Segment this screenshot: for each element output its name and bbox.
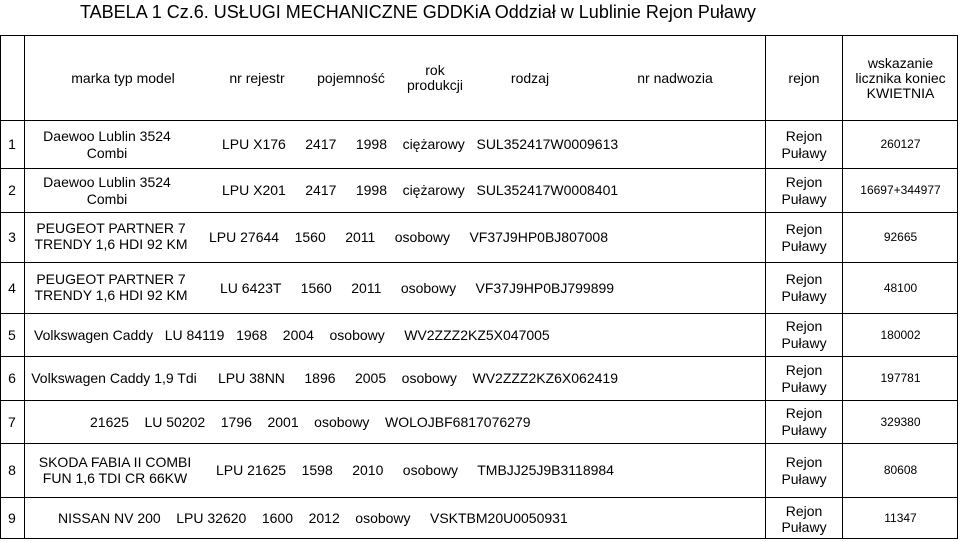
header-nadwozia: nr nadwozia: [637, 69, 713, 86]
vehicle-details: NISSAN NV 200 LPU 32620 1600 2012 osobowy VSKTBM20U0050931: [58, 510, 568, 526]
row-number: 9: [8, 510, 16, 526]
odometer-reading: 16697+344977: [860, 183, 941, 197]
odometer-reading: 260127: [880, 137, 921, 151]
odometer-reading: 11347: [884, 511, 917, 525]
vehicle-details: 21625 LU 50202 1796 2001 osobowy WOLOJBF6817076279: [90, 413, 531, 430]
row-number: 6: [8, 370, 16, 386]
odometer-reading: 329380: [880, 414, 921, 429]
row-number: 7: [8, 413, 16, 430]
vehicle-model: PEUGEOT PARTNER 7 TRENDY 1,6 HDI 92 KM: [34, 220, 188, 252]
vehicle-rejon: Rejon Puławy: [781, 220, 827, 254]
vehicle-details: LPU X201 2417 1998 ciężarowy SUL352417W0008401: [222, 182, 619, 198]
header-rejon: rejon: [788, 69, 820, 86]
vehicle-details: LU 6423T 1560 2011 osobowy VF37J9HP0BJ799899: [220, 279, 615, 296]
row-number: 2: [8, 182, 16, 198]
vehicle-rejon: Rejon Puławy: [781, 361, 827, 395]
header-marka: marka typ model: [71, 69, 175, 86]
header-pojemnosc: pojemność: [317, 69, 385, 86]
row-number: 1: [8, 136, 16, 152]
vehicle-details: LPU X176 2417 1998 ciężarowy SUL352417W0009613: [222, 136, 619, 152]
vehicle-model: SKODA FABIA II COMBI FUN 1,6 TDI CR 66KW: [38, 453, 192, 486]
vehicle-details: Volkswagen Caddy LU 84119 1968 2004 osobowy WV2ZZZ2KZ5X047005: [34, 326, 550, 343]
odometer-reading: 48100: [883, 280, 918, 295]
vehicle-model: Daewoo Lublin 3524 Combi: [43, 127, 171, 161]
row-number: 3: [8, 229, 16, 245]
column-divider: [24, 35, 25, 539]
row-number: 5: [8, 326, 16, 343]
odometer-reading: 180002: [880, 327, 921, 342]
vehicle-details: LPU 27644 1560 2011 osobowy VF37J9HP0BJ807008: [209, 229, 608, 245]
vehicle-rejon: Rejon Puławy: [781, 502, 827, 535]
header-licznik: wskazanie licznika koniec KWIETNIA: [855, 54, 946, 101]
row-number: 4: [8, 279, 16, 296]
header-rejestr: nr rejestr: [229, 69, 285, 86]
odometer-reading: 197781: [880, 371, 921, 385]
page-title: TABELA 1 Cz.6. USŁUGI MECHANICZNE GDDKiA Oddział w Lublinie Rejon Puławy: [80, 2, 756, 22]
vehicle-rejon: Rejon Puławy: [781, 173, 827, 207]
vehicle-details: LPU 21625 1598 2010 osobowy TMBJJ25J9B3118984: [216, 462, 614, 478]
vehicle-details: LPU 38NN 1896 2005 osobowy WV2ZZZ2KZ6X062419: [218, 370, 618, 386]
header-rok: rok produkcji: [406, 62, 464, 93]
row-number: 8: [8, 462, 16, 478]
vehicle-rejon: Rejon Puławy: [781, 127, 827, 161]
vehicle-rejon: Rejon Puławy: [781, 405, 827, 438]
odometer-reading: 92665: [883, 230, 918, 244]
vehicle-rejon: Rejon Puławy: [781, 318, 827, 351]
header-rodzaj: rodzaj: [510, 69, 550, 86]
vehicle-rejon: Rejon Puławy: [781, 271, 827, 304]
vehicle-rejon: Rejon Puławy: [781, 453, 827, 487]
vehicle-model: Daewoo Lublin 3524 Combi: [43, 173, 171, 207]
odometer-reading: 80608: [883, 463, 918, 477]
vehicle-model: PEUGEOT PARTNER 7 TRENDY 1,6 HDI 92 KM: [34, 271, 188, 303]
vehicle-model: Volkswagen Caddy 1,9 Tdi: [31, 370, 197, 386]
